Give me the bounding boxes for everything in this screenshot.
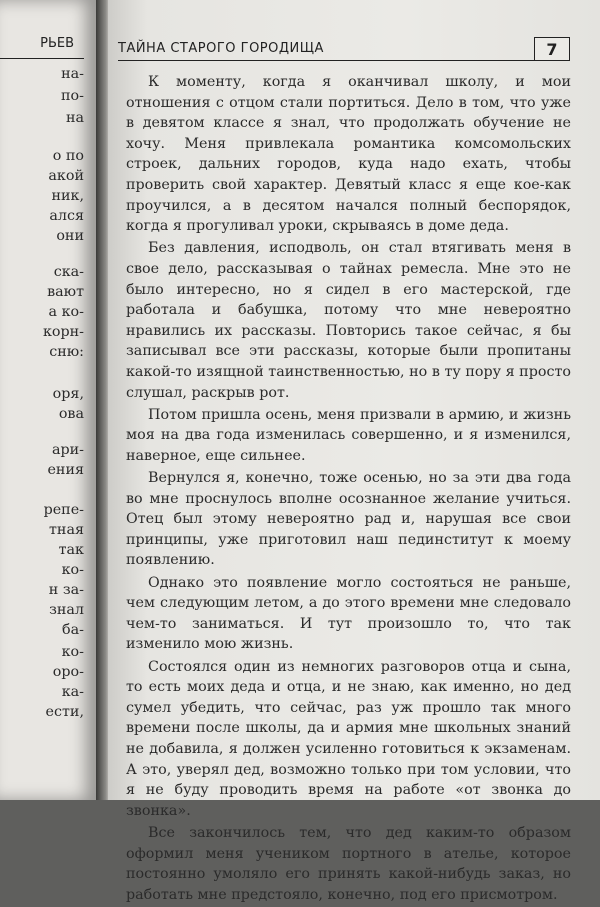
paragraph: Потом пришла осень, меня призвали в армию, и жизнь моя на два года изменилась совершенно, и я изменился, наверное, еще сильнее.	[126, 406, 571, 464]
left-fragment: ко-	[61, 562, 84, 578]
left-fragment: ска-	[53, 264, 84, 280]
paragraph: Вернулся я, конечно, тоже осенью, но за эти два года во мне проснулось вполне осознанное желание учиться. Отец был этому невероятно рад и, нарушая все свои принципы, уже приготовил наш пединститут к моему появлению.	[126, 470, 571, 569]
left-fragment: вают	[47, 284, 84, 300]
left-fragment: сню:	[49, 344, 84, 360]
paragraph: Все закончилось тем, что дед каким-то образом оформил меня учеником портного в ателье, которое постоянно умоляло его принять какой-нибудь заказ, но работать мне предстояло, конечно, под его присмотром.	[126, 824, 571, 903]
left-fragment: репе-	[43, 502, 84, 518]
left-fragment: корн-	[42, 324, 84, 340]
left-fragment: так	[58, 542, 84, 558]
left-fragment: на-	[61, 66, 84, 82]
left-fragment: ари-	[51, 442, 84, 458]
left-fragment: ка-	[61, 684, 84, 700]
left-fragment: они	[56, 228, 84, 244]
left-fragment: оро-	[52, 664, 84, 680]
page-number: 7	[534, 37, 570, 60]
page-header	[118, 38, 570, 66]
left-fragment: ова	[58, 406, 84, 422]
body-text	[126, 72, 571, 907]
right-page	[108, 0, 600, 903]
left-fragment: ести,	[45, 704, 84, 720]
left-fragment: тная	[49, 522, 84, 538]
left-fragment: знал	[49, 602, 84, 618]
left-running-title: РЬЕВ	[40, 36, 74, 51]
left-fragment: по-	[61, 88, 84, 104]
paragraph: Без давления, исподволь, он стал втягивать меня в свое дело, рассказывая о тайнах ремесла. Мне это не было интересно, но я сидел в его мастерской, где работала и бабушка, потому что мне невероятно нравились их рассказы. Повторись такое сейчас, я бы записывал все эти рассказы, которые были пропитаны какой-то изящной таинственностью, но в ту пору я просто слушал, раскрыв рот.	[126, 240, 571, 401]
paragraph: К моменту, когда я оканчивал школу, и мои отношения с отцом стали портиться. Дело в том, что уже в девятом классе я знал, что продолжать обучение не хочу. Меня привлекала романтика комсомольских строек, дальних городов, куда надо ехать, чтобы проверить свой характер. Девятый класс я еще кое-как проучился, а в десятом начался полный беспорядок, когда я прогуливал уроки, скрываясь в доме деда.	[126, 74, 571, 235]
paragraph: Однако это появление могло состояться не раньше, чем следующим летом, а до этого времени мне следовало чем-то заниматься. И тут произошло то, что так изменило мою жизнь.	[126, 574, 571, 653]
left-fragment: ко-	[61, 644, 84, 660]
left-fragment: оря,	[52, 386, 84, 402]
left-header-rule	[0, 58, 84, 59]
left-fragment: ения	[47, 462, 84, 478]
left-fragment: а ко-	[48, 304, 84, 320]
header-rule	[118, 60, 570, 61]
left-fragment: н за-	[48, 582, 84, 598]
paragraph: Состоялся один из немногих разговоров отца и сына, то есть моих деда и отца, и не знаю, как именно, но дед сумел убедить, что сейчас, раз уж прошло так много времени после школы, да и армия мне школьных знаний не добавила, я должен усиленно готовиться к экзаменам. А это, уверял дед, возможно только при том условии, что я не буду проводить время на работе «от звонка до звонка».	[126, 658, 571, 819]
left-page	[0, 0, 96, 800]
left-fragment: о по	[52, 148, 84, 164]
left-fragment: ба-	[62, 622, 84, 638]
left-fragment: акой	[48, 168, 84, 184]
left-fragment: ался	[49, 208, 84, 224]
left-fragment: на	[65, 110, 84, 126]
running-title: ТАЙНА СТАРОГО ГОРОДИЩА	[118, 41, 324, 56]
left-fragment: ник,	[51, 188, 84, 204]
